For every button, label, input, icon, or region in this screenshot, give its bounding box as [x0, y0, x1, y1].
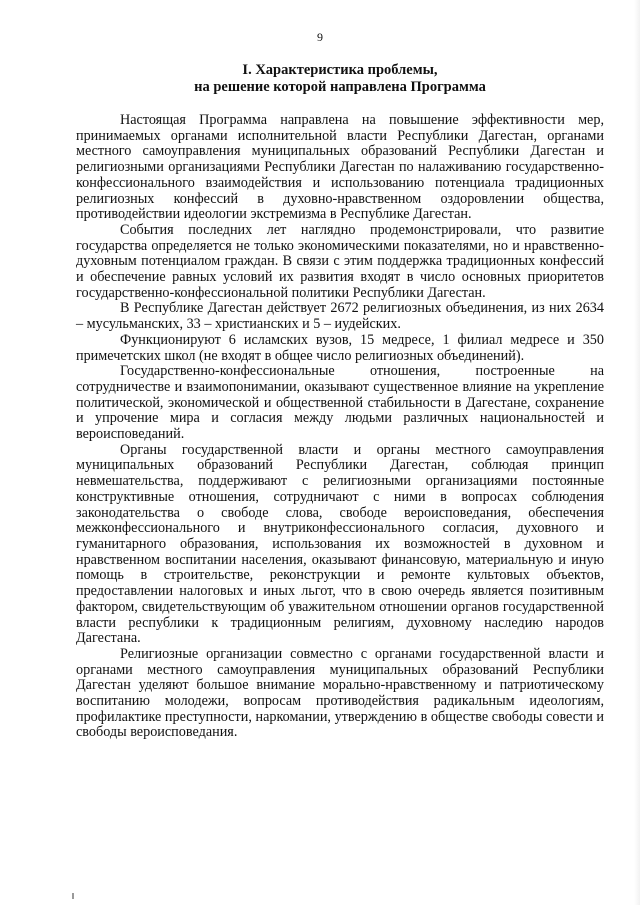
paragraph-government-support: Органы государственной власти и органы местного самоуправления муниципальных образований Республики Дагестан, соблюдая принцип невмешательства, поддерживают с религиозными организациями постоянные конструктивные отношения, сотрудничают с ними в вопросах соблюдения законодательства о свободе слова, свободе вероисповедания, обеспечения межконфессионального и внутриконфессионального согласия, духовного и гуманитарного образования, использования их возможностей в духовном и нравственном воспитании населения, оказывают финансовую, материальную и иную помощь в строительстве, реконструкции и ремонте культовых объектов, предоставлении налоговых и иных льгот, что в свою очередь является позитивным фактором, свидетельствующим об уважительном отношении органов государственной власти республики к традиционным религиям, духовному наследию народов Дагестана. — [76, 441, 604, 647]
scan-mark — [72, 893, 74, 899]
section-heading-line-2: на решение которой направлена Программа — [194, 79, 486, 95]
document-body — [76, 113, 604, 741]
section-heading-line-1: I. Характеристика проблемы, — [242, 62, 438, 78]
paragraph-state-confessional-relations: Государственно-конфессиональные отношения, построенные на сотрудничестве и взаимопонимании, оказывают существенное влияние на укрепление политической, экономической и общественной стабильности в Дагестане, сохранение и упрочение мира и согласия между людьми различных национальностей и вероисповеданий. — [76, 363, 604, 443]
page-number: 9 — [317, 30, 323, 44]
paragraph-religious-associations: В Республике Дагестан действует 2672 религиозных объединения, из них 2634 – мусульманских, 33 – христианских и 5 – иудейских. — [76, 300, 604, 333]
scan-edge-shadow — [634, 0, 640, 905]
paragraph-program-purpose: Настоящая Программа направлена на повышение эффективности мер, принимаемых органами исполнительной власти Республики Дагестан, органами местного самоуправления муниципальных образований Республики Дагестан и религиозными организациями Республики Дагестан по налаживанию государственно-конфессионального взаимодействия и использованию потенциала традиционных религиозных конфессий в духовно-нравственном оздоровлении общества, противодействии идеологии экстремизма в Республике Дагестан. — [76, 112, 604, 223]
paragraph-religious-organizations-role: Религиозные организации совместно с органами государственной власти и органами местного самоуправления муниципальных образований Республики Дагестан уделяют большое внимание морально-нравственному и патриотическому воспитанию молодежи, вопросам противодействия радикальным идеологиям, профилактике преступности, наркомании, утверждению в обществе свободы совести и свободы вероисповедания. — [76, 645, 604, 741]
paragraph-recent-events: События последних лет наглядно продемонстрировали, что развитие государства определяется не только экономическими показателями, но и нравственно-духовным потенциалом граждан. В связи с этим поддержка традиционных конфессий и обеспечение равных условий их развития входят в число основных приоритетов государственно-конфессиональной политики Республики Дагестан. — [76, 221, 604, 301]
section-heading — [80, 62, 600, 96]
paragraph-education-institutions: Функционируют 6 исламских вузов, 15 медресе, 1 филиал медресе и 350 примечетских школ (не входят в общее число религиозных объединений). — [76, 331, 604, 364]
